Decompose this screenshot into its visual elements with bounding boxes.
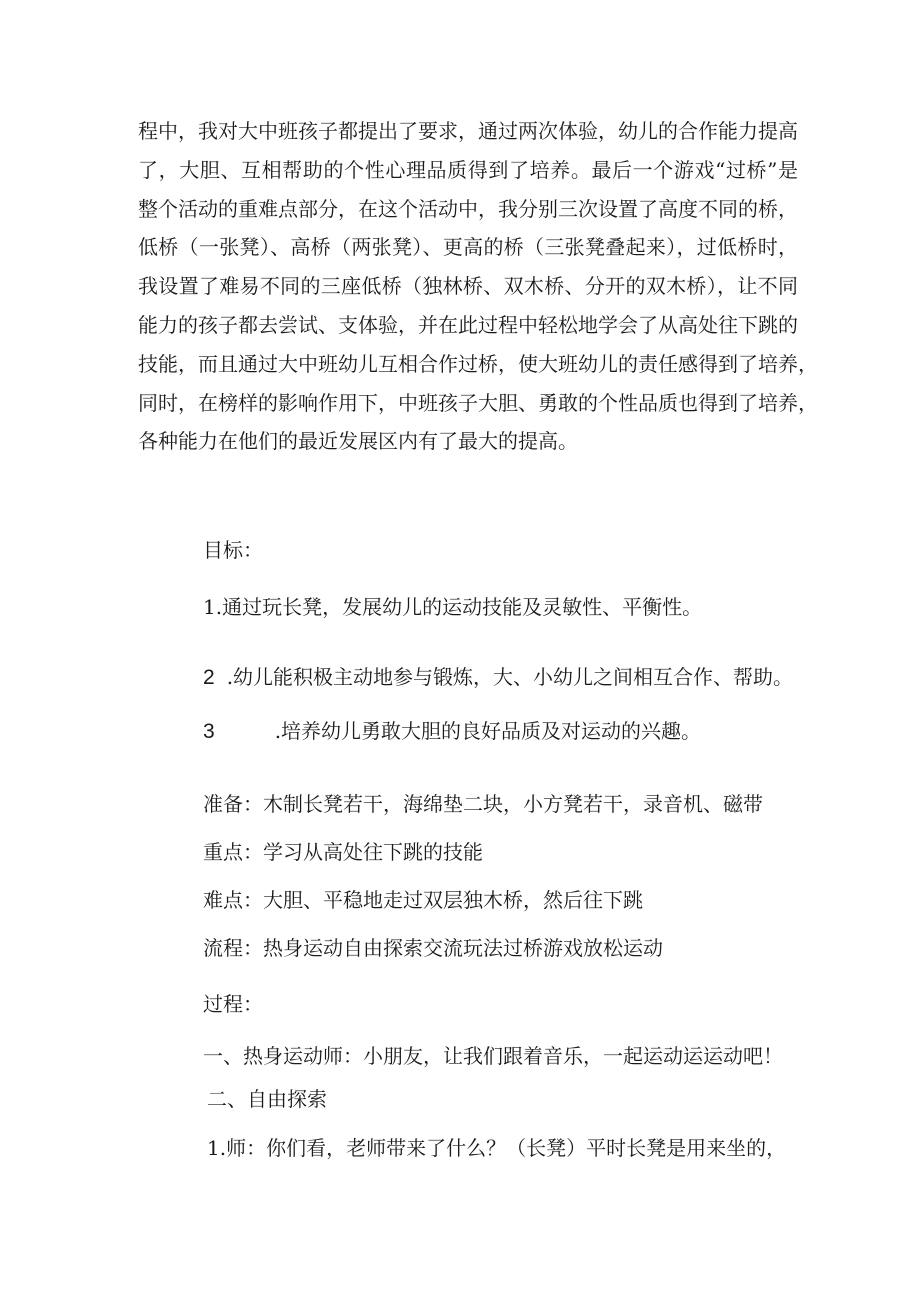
paragraph-line: 能力的孩子都去尝试、支体验，并在此过程中轻松地学会了从高处往下跳的: [138, 312, 798, 337]
prep-line: 准备：木制长凳若干，海绵垫二块，小方凳若干，录音机、磁带: [203, 792, 763, 816]
paragraph-line: 我设置了难易不同的三座低桥（独林桥、双木桥、分开的双木桥），让不同: [138, 274, 798, 299]
paragraph-line: 各种能力在他们的最近发展区内有了最大的提高。: [138, 429, 578, 454]
paragraph-line: 了，大胆、互相帮助的个性心理品质得到了培养。最后一个游戏“过桥”是: [138, 157, 798, 182]
flow-line: 流程：热身运动自由探索交流玩法过桥游戏放松运动: [203, 936, 663, 960]
paragraph-line: 同时，在榜样的影响作用下，中班孩子大胆、勇敢的个性品质也得到了培养，: [138, 390, 818, 415]
paragraph-line: 低桥（一张凳）、高桥（两张凳）、更高的桥（三张凳叠起来），过低桥时，: [138, 235, 798, 260]
process-heading: 过程：: [203, 992, 263, 1016]
body-paragraph: [138, 112, 818, 461]
goals-heading: 目标：: [203, 538, 263, 562]
goal-item-text: .幼儿能积极主动地参与锻炼，大、小幼儿之间相互合作、帮助。: [226, 665, 794, 689]
paragraph-line: 技能，而且通过大中班幼儿互相合作过桥，使大班幼儿的责任感得到了培养，: [138, 351, 818, 376]
goal-item-number: 2: [203, 666, 215, 689]
goal-item-2: [203, 665, 793, 690]
difficulty-line: 难点：大胆、平稳地走过双层独木桥，然后往下跳: [203, 888, 643, 912]
process-step-1: 一、热身运动师：小朋友，让我们跟着音乐，一起运动运运动吧！: [203, 1044, 783, 1068]
process-step-2: 二、自由探索: [207, 1087, 327, 1111]
paragraph-line: 程中，我对大中班孩子都提出了要求，通过两次体验，幼儿的合作能力提高: [138, 119, 798, 143]
goal-item-number: 3: [203, 720, 215, 743]
process-step-2-1: 1.师：你们看，老师带来了什么？（长凳）平时长凳是用来坐的，: [207, 1136, 787, 1160]
goal-item-3: [203, 719, 701, 744]
goal-item-text: .培养幼儿勇敢大胆的良好品质及对运动的兴趣。: [274, 719, 702, 743]
paragraph-line: 整个活动的重难点部分，在这个活动中，我分别三次设置了高度不同的桥，: [138, 196, 798, 221]
goal-item-1: 1.通过玩长凳，发展幼儿的运动技能及灵敏性、平衡性。: [203, 595, 703, 619]
key-point-line: 重点：学习从高处往下跳的技能: [203, 840, 483, 864]
